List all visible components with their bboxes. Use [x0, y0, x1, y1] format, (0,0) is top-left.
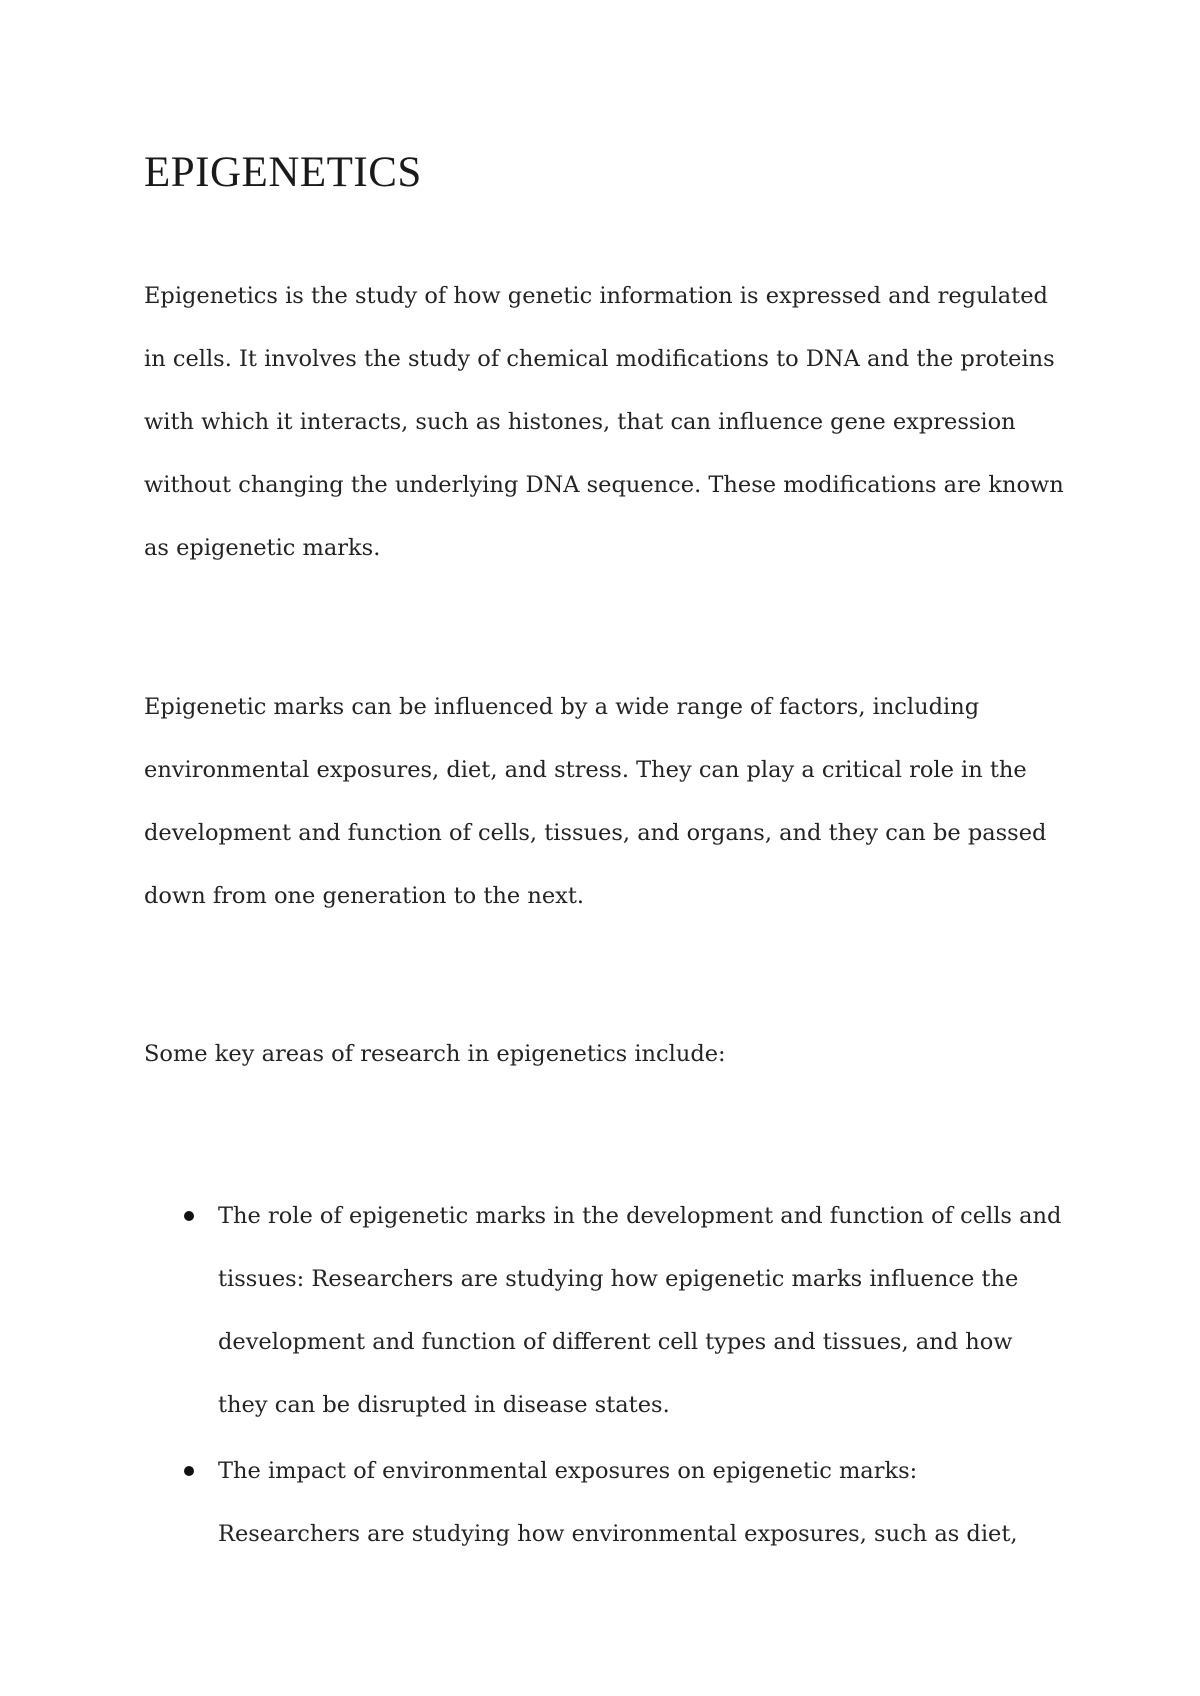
list-item [144, 1185, 1064, 1437]
paragraph-research-intro: Some key areas of research in epigenetics include: [144, 1041, 726, 1067]
list-item [144, 1440, 1064, 1566]
bullet-icon [184, 1466, 194, 1476]
document-title: EPIGENETICS [144, 149, 422, 196]
list-item-text: The role of epigenetic marks in the development and function of cells and tissues: Researchers are studying how epigenetic marks influence the development and function of different cell types and tissues, and how they can be disrupted in disease states. [218, 1203, 1062, 1418]
research-areas-list [144, 1185, 1064, 1569]
paragraph-intro: Epigenetics is the study of how genetic information is expressed and regulated in cells. It involves the study of chemical modifications to DNA and the proteins with which it interacts, such as histones, that can influence gene expression without changing the underlying DNA sequence. These modifications are known as epigenetic marks. [144, 283, 1064, 561]
paragraph-influences: Epigenetic marks can be influenced by a wide range of factors, including environmental exposures, diet, and stress. They can play a critical role in the development and function of cells, tissues, and organs, and they can be passed down from one generation to the next. [144, 694, 1047, 909]
list-item-text: The impact of environmental exposures on epigenetic marks: Researchers are studying how environmental exposures, such as diet, [218, 1458, 1018, 1547]
bullet-icon [184, 1211, 194, 1221]
